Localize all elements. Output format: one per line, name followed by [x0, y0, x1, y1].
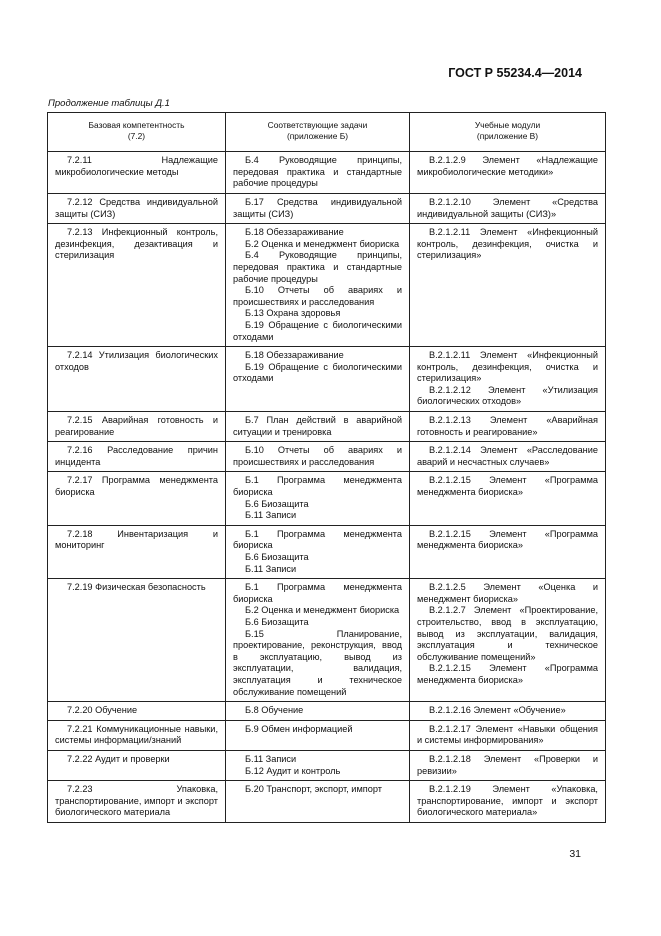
task-paragraph: Б.11 Записи: [245, 563, 297, 574]
task-paragraph: Б.17 Средства индивидуальной защиты (СИЗ): [233, 196, 402, 219]
column-header-modules: [410, 113, 606, 152]
task-paragraph: Б.1 Программа менеджмента биориска: [233, 475, 402, 498]
tasks-cell: [226, 472, 410, 525]
table-row: [48, 720, 606, 750]
table-row: [48, 224, 606, 347]
module-paragraph: В.2.1.2.18 Элемент «Проверки и ревизии»: [417, 753, 598, 776]
module-paragraph: В.2.1.2.15 Элемент «Программа менеджмента биориска»: [417, 475, 598, 498]
competence-cell: [48, 472, 226, 525]
task-paragraph: Б.2 Оценка и менеджмент биориска: [245, 605, 400, 616]
modules-cell: [410, 224, 606, 347]
competence-cell: [48, 702, 226, 721]
task-paragraph: Б.15 Планирование, проектирование, реконструкция, ввод в эксплуатацию, вывод из эксплуатации, валидация, эксплуатация и техническое обслуживание помещений: [233, 628, 402, 697]
table-row: [48, 525, 606, 578]
table-row: [48, 442, 606, 472]
task-paragraph: Б.9 Обмен информацией: [245, 723, 353, 734]
competence-cell: [48, 579, 226, 702]
tasks-cell: [226, 781, 410, 823]
tasks-cell: [226, 412, 410, 442]
column-header-competence: [48, 113, 226, 152]
competence-paragraph: 7.2.17 Программа менеджмента биориска: [55, 475, 218, 498]
task-paragraph: Б.6 Биозащита: [245, 616, 309, 627]
task-paragraph: Б.6 Биозащита: [245, 498, 309, 509]
task-paragraph: Б.12 Аудит и контроль: [245, 765, 341, 776]
tasks-cell: [226, 750, 410, 780]
competence-cell: [48, 720, 226, 750]
column-header-line: (приложение В): [476, 130, 539, 141]
task-paragraph: Б.13 Охрана здоровья: [245, 308, 341, 319]
task-paragraph: Б.19 Обращение с биологическими отходами: [233, 361, 402, 384]
modules-cell: [410, 347, 606, 412]
module-paragraph: В.2.1.2.16 Элемент «Обучение»: [429, 705, 566, 716]
table-caption: Продолжение таблицы Д.1: [48, 98, 170, 109]
task-paragraph: Б.1 Программа менеджмента биориска: [233, 582, 402, 604]
competence-cell: [48, 152, 226, 194]
competence-cell: [48, 224, 226, 347]
task-paragraph: Б.6 Биозащита: [245, 552, 309, 562]
module-paragraph: В.2.1.2.10 Элемент «Средства индивидуальной защиты (СИЗ)»: [417, 196, 598, 219]
tasks-cell: [226, 193, 410, 223]
competence-paragraph: 7.2.21 Коммуникационные навыки, системы информации/знаний: [55, 723, 218, 746]
table-row: [48, 472, 606, 525]
competence-paragraph: 7.2.16 Расследование причин инцидента: [55, 445, 218, 467]
table-row: [48, 579, 606, 702]
table-row: [48, 152, 606, 194]
table-row: [48, 781, 606, 823]
competence-cell: [48, 347, 226, 412]
competence-paragraph: 7.2.13 Инфекционный контроль, дезинфекция, дезактивация и стерилизация: [55, 227, 218, 261]
competence-cell: [48, 781, 226, 823]
tasks-cell: [226, 525, 410, 578]
module-paragraph: В.2.1.2.9 Элемент «Надлежащие микробиологические методики»: [417, 155, 598, 177]
modules-cell: [410, 781, 606, 823]
tasks-cell: [226, 152, 410, 194]
task-paragraph: Б.11 Записи: [245, 753, 297, 764]
column-header-line: (7.2): [127, 130, 146, 141]
table-row: [48, 750, 606, 780]
competence-paragraph: 7.2.23 Упаковка, транспортирование, импорт и экспорт биологического материала: [55, 784, 218, 818]
table-body: [48, 152, 606, 823]
tasks-cell: [226, 347, 410, 412]
modules-cell: [410, 442, 606, 472]
module-paragraph: В.2.1.2.15 Элемент «Программа менеджмента биориска»: [417, 528, 598, 551]
task-paragraph: Б.11 Записи: [245, 510, 297, 521]
competence-paragraph: 7.2.20 Обучение: [67, 705, 138, 716]
task-paragraph: Б.1 Программа менеджмента биориска: [233, 528, 402, 551]
task-paragraph: Б.7 План действий в аварийной ситуации и тренировка: [233, 415, 402, 437]
table-row: [48, 193, 606, 223]
competence-paragraph: 7.2.14 Утилизация биологических отходов: [55, 350, 218, 372]
module-paragraph: В.2.1.2.11 Элемент «Инфекционный контроль, дезинфекция, очистка и стерилизация»: [417, 350, 598, 384]
table-row: [48, 347, 606, 412]
competence-paragraph: 7.2.22 Аудит и проверки: [67, 753, 170, 764]
modules-cell: [410, 193, 606, 223]
document-code: ГОСТ Р 55234.4—2014: [448, 66, 582, 80]
competence-paragraph: 7.2.15 Аварийная готовность и реагирование: [55, 415, 218, 437]
module-paragraph: В.2.1.2.12 Элемент «Утилизация биологических отходов»: [417, 384, 598, 407]
module-paragraph: В.2.1.2.11 Элемент «Инфекционный контроль, дезинфекция, очистка и стерилизация»: [417, 227, 598, 261]
tasks-cell: [226, 702, 410, 721]
task-paragraph: Б.4 Руководящие принципы, передовая практика и стандартные рабочие процедуры: [233, 155, 402, 189]
task-paragraph: Б.10 Отчеты об авариях и происшествиях и расследования: [233, 445, 402, 467]
modules-cell: [410, 579, 606, 702]
task-paragraph: Б.18 Обеззараживание: [245, 227, 344, 238]
competence-cell: [48, 525, 226, 578]
task-paragraph: Б.18 Обеззараживание: [245, 350, 344, 361]
competence-paragraph: 7.2.19 Физическая безопасность: [67, 582, 206, 593]
module-paragraph: В.2.1.2.7 Элемент «Проектирование, строительство, ввод в эксплуатацию, вывод из эксплуатации, валидация, эксплуатация и техническое обслуживание помещений»: [417, 605, 598, 662]
competency-table: [47, 112, 606, 823]
tasks-cell: [226, 579, 410, 702]
module-paragraph: В.2.1.2.19 Элемент «Упаковка, транспортирование, импорт и экспорт биологического материала»: [417, 784, 598, 818]
modules-cell: [410, 702, 606, 721]
modules-cell: [410, 412, 606, 442]
competence-paragraph: 7.2.12 Средства индивидуальной защиты (СИЗ): [55, 196, 218, 219]
column-header-line: Учебные модули: [474, 120, 541, 130]
task-paragraph: Б.4 Руководящие принципы, передовая практика и стандартные рабочие процедуры: [233, 250, 402, 284]
modules-cell: [410, 750, 606, 780]
tasks-cell: [226, 720, 410, 750]
module-paragraph: В.2.1.2.13 Элемент «Аварийная готовность и реагирование»: [417, 415, 598, 437]
modules-cell: [410, 525, 606, 578]
modules-cell: [410, 720, 606, 750]
column-header-line: Базовая компетентность: [88, 120, 185, 130]
table-row: [48, 412, 606, 442]
task-paragraph: Б.10 Отчеты об авариях и происшествиях и расследования: [233, 285, 402, 307]
page-number: 31: [569, 848, 581, 860]
task-paragraph: Б.8 Обучение: [245, 705, 304, 716]
table-header-row: [48, 113, 606, 152]
table-row: [48, 702, 606, 721]
column-header-tasks: [226, 113, 410, 152]
competence-paragraph: 7.2.11 Надлежащие микробиологические методы: [55, 155, 218, 177]
column-header-line: Соответствующие задачи: [267, 120, 368, 130]
task-paragraph: Б.19 Обращение с биологическими отходами: [233, 319, 402, 342]
module-paragraph: В.2.1.2.15 Элемент «Программа менеджмента биориска»: [417, 663, 598, 685]
modules-cell: [410, 472, 606, 525]
module-paragraph: В.2.1.2.17 Элемент «Навыки общения и системы информирования»: [417, 723, 598, 746]
competence-cell: [48, 412, 226, 442]
modules-cell: [410, 152, 606, 194]
task-paragraph: Б.2 Оценка и менеджмент биориска: [245, 238, 400, 249]
module-paragraph: В.2.1.2.5 Элемент «Оценка и менеджмент биориска»: [417, 582, 598, 604]
competence-cell: [48, 750, 226, 780]
module-paragraph: В.2.1.2.14 Элемент «Расследование аварий и несчастных случаев»: [417, 445, 598, 467]
competence-cell: [48, 442, 226, 472]
tasks-cell: [226, 442, 410, 472]
competence-paragraph: 7.2.18 Инвентаризация и мониторинг: [55, 528, 218, 551]
tasks-cell: [226, 224, 410, 347]
task-paragraph: Б.20 Транспорт, экспорт, импорт: [245, 784, 382, 795]
column-header-line: (приложение Б): [286, 130, 349, 141]
competence-cell: [48, 193, 226, 223]
